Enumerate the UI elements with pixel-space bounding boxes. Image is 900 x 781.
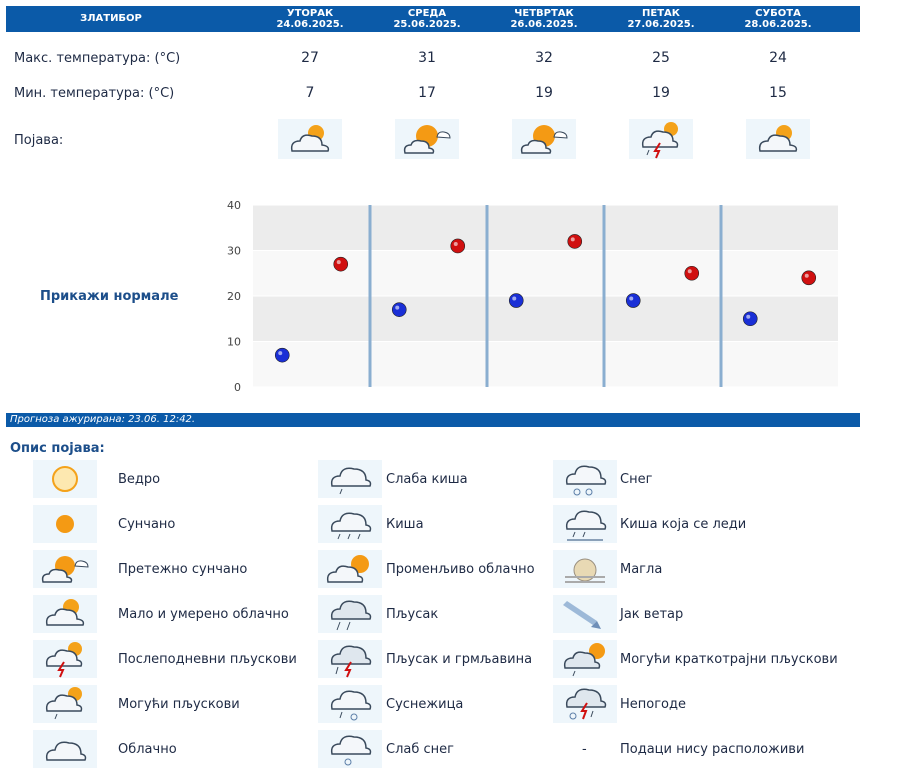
day-header-4 — [611, 6, 711, 32]
fog-icon — [553, 550, 617, 588]
day-header-2 — [377, 6, 477, 32]
legend-label: Претежно сунчано — [118, 562, 248, 577]
y-tick-label: 10 — [227, 335, 241, 349]
snow-icon — [553, 460, 617, 498]
city-name: ЗЛАТИБОР — [80, 13, 142, 24]
point-highlight — [571, 237, 575, 241]
min-temp-day-1: 7 — [305, 85, 315, 101]
legend-label: Магла — [620, 562, 663, 577]
show-normals-link[interactable]: Прикажи нормале — [40, 289, 179, 304]
cloudy-icon — [33, 730, 97, 768]
max-temp-day-5: 24 — [769, 50, 787, 66]
chart-band — [253, 205, 838, 251]
min-temp-point — [743, 312, 757, 326]
max-temp-day-4: 25 — [652, 50, 670, 66]
day-name: ПЕТАК — [642, 8, 680, 19]
max-temp-point — [568, 234, 582, 248]
legend-label: Снег — [620, 472, 653, 487]
legend-label: Киша која се леди — [620, 517, 747, 532]
legend-label: Могући пљускови — [118, 697, 240, 712]
max-temp-point — [685, 266, 699, 280]
max-temp-point — [451, 239, 465, 253]
partly-cloudy-icon — [278, 119, 342, 159]
point-highlight — [337, 260, 341, 264]
y-tick-label: 40 — [227, 199, 241, 212]
min-temp-point — [392, 303, 406, 317]
brief-showers-icon — [553, 640, 617, 678]
forecast-header — [6, 6, 860, 32]
day-date: 28.06.2025. — [744, 19, 812, 30]
chart-band — [253, 342, 838, 388]
point-highlight — [688, 269, 692, 273]
shower-icon — [318, 595, 382, 633]
partly-cloudy-icon — [746, 119, 810, 159]
day-name: ЧЕТВРТАК — [514, 8, 574, 19]
light-snow-icon — [318, 730, 382, 768]
legend-label: Променљиво облачно — [386, 562, 535, 577]
mostly-sunny-icon — [512, 119, 576, 159]
day-date: 26.06.2025. — [510, 19, 578, 30]
max-temp-point — [802, 271, 816, 285]
point-highlight — [395, 306, 399, 310]
afternoon-showers-icon — [629, 119, 693, 159]
max-temp-point — [334, 257, 348, 271]
point-highlight — [805, 274, 809, 278]
point-highlight — [629, 297, 633, 301]
point-highlight — [746, 315, 750, 319]
day-name: СУБОТА — [755, 8, 801, 19]
min-temp-day-2: 17 — [418, 85, 436, 101]
legend-label: Непогоде — [620, 697, 686, 712]
no-data-dash: - — [582, 742, 587, 757]
legend-label: Јак ветар — [620, 607, 684, 622]
legend-label: Киша — [386, 517, 424, 532]
min-temp-point — [509, 294, 523, 308]
min-temp-day-3: 19 — [535, 85, 553, 101]
partly-cloudy-icon — [33, 595, 97, 633]
thunder-shower-icon — [318, 640, 382, 678]
legend-label: Слаба киша — [386, 472, 468, 487]
legend-title: Опис појава: — [10, 441, 105, 456]
variable-cloudy-icon — [318, 550, 382, 588]
day-name: УТОРАК — [286, 8, 334, 19]
day-name: СРЕДА — [407, 8, 447, 19]
min-temp-point — [275, 348, 289, 362]
point-highlight — [454, 242, 458, 246]
legend-label: Суснежица — [386, 697, 464, 712]
rain-icon — [318, 505, 382, 543]
legend-label: Мало и умерено облачно — [118, 607, 289, 622]
legend-label: Пљусак и грмљавина — [386, 652, 533, 667]
sleet-icon — [318, 685, 382, 723]
min-temp-day-4: 19 — [652, 85, 670, 101]
forecast-updated: Прогноза ажурирана: 23.06. 12:42. — [6, 413, 860, 427]
day-header-5 — [728, 6, 828, 32]
max-temp-label: Макс. температура: (°C) — [14, 51, 181, 66]
min-temp-label: Мин. температура: (°C) — [14, 86, 175, 101]
legend-label: Пљусак — [386, 607, 439, 622]
light-rain-icon — [318, 460, 382, 498]
day-date: 24.06.2025. — [276, 19, 344, 30]
day-date: 25.06.2025. — [393, 19, 461, 30]
strong-wind-icon — [553, 595, 617, 633]
point-highlight — [278, 351, 282, 355]
y-tick-label: 30 — [227, 244, 241, 258]
min-temp-point — [626, 294, 640, 308]
y-tick-label: 20 — [227, 290, 241, 303]
legend-label: Ведро — [118, 472, 161, 487]
clear-icon — [33, 460, 97, 498]
max-temp-day-3: 32 — [535, 50, 553, 66]
phenomenon-label: Појава: — [14, 133, 64, 148]
sunny-icon — [33, 505, 97, 543]
legend-label: Облачно — [118, 742, 177, 757]
mostly-sunny-icon — [33, 550, 97, 588]
point-highlight — [512, 297, 516, 301]
y-tick-label: 0 — [234, 381, 241, 394]
legend-label: Слаб снег — [386, 742, 454, 757]
day-header-1 — [260, 6, 360, 32]
afternoon-showers-icon — [33, 640, 97, 678]
max-temp-day-2: 31 — [418, 50, 436, 66]
storm-icon — [553, 685, 617, 723]
legend-label: Подаци нису расположиви — [620, 742, 805, 757]
legend-label: Послеподневни пљускови — [118, 652, 297, 667]
legend-label: Сунчано — [118, 517, 176, 532]
freezing-rain-icon — [553, 505, 617, 543]
mostly-sunny-icon — [395, 119, 459, 159]
max-temp-day-1: 27 — [301, 50, 319, 66]
legend-label: Могући краткотрајни пљускови — [620, 652, 838, 667]
possible-showers-icon — [33, 685, 97, 723]
day-date: 27.06.2025. — [627, 19, 695, 30]
day-header-3 — [494, 6, 594, 32]
min-temp-day-5: 15 — [769, 85, 787, 101]
